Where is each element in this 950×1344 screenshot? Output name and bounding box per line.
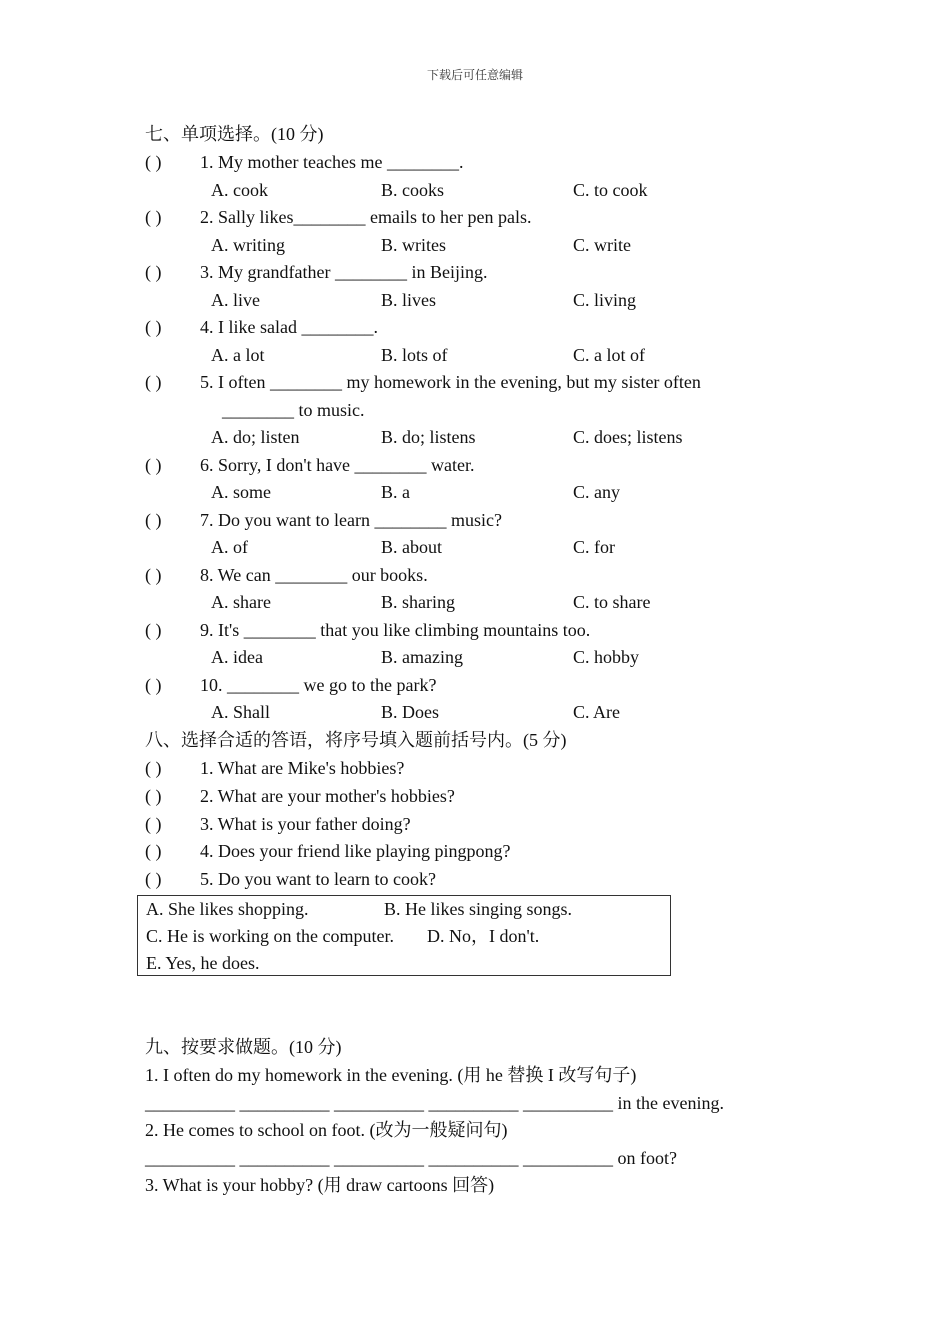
s7-question-5-continued: ________ to music. bbox=[222, 399, 365, 420]
question-stem: 8. We can ________ our books. bbox=[200, 564, 428, 585]
question-stem: 9. It's ________ that you like climbing mountains too. bbox=[200, 619, 591, 640]
s7-q3-option-a: A. live bbox=[211, 289, 260, 310]
s7-question-5 bbox=[145, 369, 701, 395]
question-stem: 7. Do you want to learn ________ music? bbox=[200, 509, 502, 530]
question-stem: 4. Does your friend like playing pingpong? bbox=[200, 841, 511, 861]
section-9-title: 九、按要求做题。(10 分) bbox=[145, 1037, 342, 1057]
s7-q8-option-a: A. share bbox=[211, 592, 271, 612]
s7-q6-option-c: C. any bbox=[573, 482, 620, 502]
question-stem: 2. What are your mother's hobbies? bbox=[200, 786, 455, 806]
s7-q10-option-a: A. Shall bbox=[211, 702, 271, 722]
answer-paren[interactable]: ( ) bbox=[145, 207, 162, 227]
answer-paren[interactable]: ( ) bbox=[145, 814, 162, 834]
answer-paren[interactable]: ( ) bbox=[145, 454, 162, 475]
answer-paren[interactable]: ( ) bbox=[145, 758, 162, 778]
question-stem: 1. What are Mike's hobbies? bbox=[200, 758, 405, 778]
answer-paren[interactable]: ( ) bbox=[145, 372, 162, 392]
s7-q4-option-a: A. a lot bbox=[211, 344, 265, 365]
page-header: 下载后可任意编辑 bbox=[426, 68, 523, 82]
answer-e: E. Yes, he does. bbox=[146, 953, 260, 973]
s7-q1-option-a: A. cook bbox=[211, 179, 268, 200]
s9-question-1: 1. I often do my homework in the evening. (用 he 替换 I 改写句子) bbox=[145, 1065, 637, 1085]
answer-paren[interactable]: ( ) bbox=[145, 786, 162, 806]
question-stem: 1. My mother teaches me ________. bbox=[200, 152, 464, 172]
s8-question-4 bbox=[145, 838, 510, 864]
answer-options-box bbox=[137, 895, 671, 976]
s8-question-1 bbox=[145, 755, 404, 781]
s7-question-7 bbox=[145, 507, 502, 533]
question-stem: 5. I often ________ my homework in the evening, but my sister often bbox=[200, 372, 701, 392]
s7-q6-option-a: A. some bbox=[211, 482, 271, 502]
s7-q5-option-b: B. do; listens bbox=[381, 427, 476, 447]
s8-question-3 bbox=[145, 811, 411, 837]
answer-a: A. She likes shopping. bbox=[146, 899, 309, 919]
answer-paren[interactable]: ( ) bbox=[145, 152, 162, 172]
answer-paren[interactable]: ( ) bbox=[145, 619, 162, 640]
s7-q4-option-b: B. lots of bbox=[381, 344, 448, 365]
s9-answer-2-blanks[interactable]: __________ __________ __________ __________ __________ on foot? bbox=[145, 1148, 677, 1168]
s9-question-3: 3. What is your hobby? (用 draw cartoons 回答) bbox=[145, 1175, 495, 1195]
answer-paren[interactable]: ( ) bbox=[145, 317, 162, 337]
s7-q9-option-c: C. hobby bbox=[573, 647, 640, 667]
s7-q6-option-b: B. a bbox=[381, 482, 410, 502]
s7-question-6 bbox=[145, 452, 475, 478]
s9-question-2: 2. He comes to school on foot. (改为一般疑问句) bbox=[145, 1120, 508, 1140]
section-8-title: 八、选择合适的答语，将序号填入题前括号内。(5 分) bbox=[145, 730, 567, 750]
question-stem: 6. Sorry, I don't have ________ water. bbox=[200, 454, 475, 475]
answer-paren[interactable]: ( ) bbox=[145, 509, 162, 530]
s7-question-10 bbox=[145, 672, 436, 698]
question-stem: 3. What is your father doing? bbox=[200, 814, 411, 834]
s7-q8-option-b: B. sharing bbox=[381, 592, 455, 612]
answer-paren[interactable]: ( ) bbox=[145, 564, 162, 585]
answer-paren[interactable]: ( ) bbox=[145, 262, 162, 282]
answer-paren[interactable]: ( ) bbox=[145, 674, 162, 695]
s7-question-8 bbox=[145, 562, 428, 588]
s7-q3-option-b: B. lives bbox=[381, 289, 437, 310]
s7-question-2 bbox=[145, 204, 531, 230]
answer-d: D. No，I don't. bbox=[427, 926, 540, 946]
answer-c: C. He is working on the computer. bbox=[146, 926, 394, 946]
s7-question-9 bbox=[145, 617, 590, 643]
s7-q8-option-c: C. to share bbox=[573, 592, 651, 612]
s8-question-5 bbox=[145, 866, 436, 892]
question-stem: 3. My grandfather ________ in Beijing. bbox=[200, 262, 488, 282]
s7-q2-option-a: A. writing bbox=[211, 234, 285, 255]
s7-q3-option-c: C. living bbox=[573, 289, 637, 310]
s7-q9-option-b: B. amazing bbox=[381, 647, 463, 667]
s7-q1-option-b: B. cooks bbox=[381, 179, 444, 200]
answer-paren[interactable]: ( ) bbox=[145, 869, 162, 889]
s7-q5-option-a: A. do; listen bbox=[211, 427, 300, 447]
s7-question-3 bbox=[145, 259, 487, 285]
s7-question-1 bbox=[145, 149, 463, 175]
question-stem: 2. Sally likes________ emails to her pen pals. bbox=[200, 207, 532, 227]
question-stem: 5. Do you want to learn to cook? bbox=[200, 869, 436, 889]
s7-q5-option-c: C. does; listens bbox=[573, 427, 683, 447]
s8-question-2 bbox=[145, 783, 455, 809]
question-stem: 4. I like salad ________. bbox=[200, 317, 378, 337]
s7-q4-option-c: C. a lot of bbox=[573, 344, 645, 365]
question-stem: 10. ________ we go to the park? bbox=[200, 674, 437, 695]
s7-q7-option-b: B. about bbox=[381, 537, 442, 557]
s7-q2-option-c: C. write bbox=[573, 234, 631, 255]
s7-q7-option-a: A. of bbox=[211, 537, 248, 557]
section-7-title: 七、单项选择。(10 分) bbox=[145, 124, 324, 144]
answer-paren[interactable]: ( ) bbox=[145, 841, 162, 861]
s7-q9-option-a: A. idea bbox=[211, 647, 263, 667]
s7-q1-option-c: C. to cook bbox=[573, 179, 648, 200]
s9-answer-1-blanks[interactable]: __________ __________ __________ __________ __________ in the evening. bbox=[145, 1093, 724, 1113]
s7-question-4 bbox=[145, 314, 378, 340]
s7-q7-option-c: C. for bbox=[573, 537, 615, 557]
s7-q2-option-b: B. writes bbox=[381, 234, 446, 255]
s7-q10-option-b: B. Does bbox=[381, 702, 439, 722]
s7-q10-option-c: C. Are bbox=[573, 702, 620, 722]
answer-b: B. He likes singing songs. bbox=[384, 899, 573, 919]
